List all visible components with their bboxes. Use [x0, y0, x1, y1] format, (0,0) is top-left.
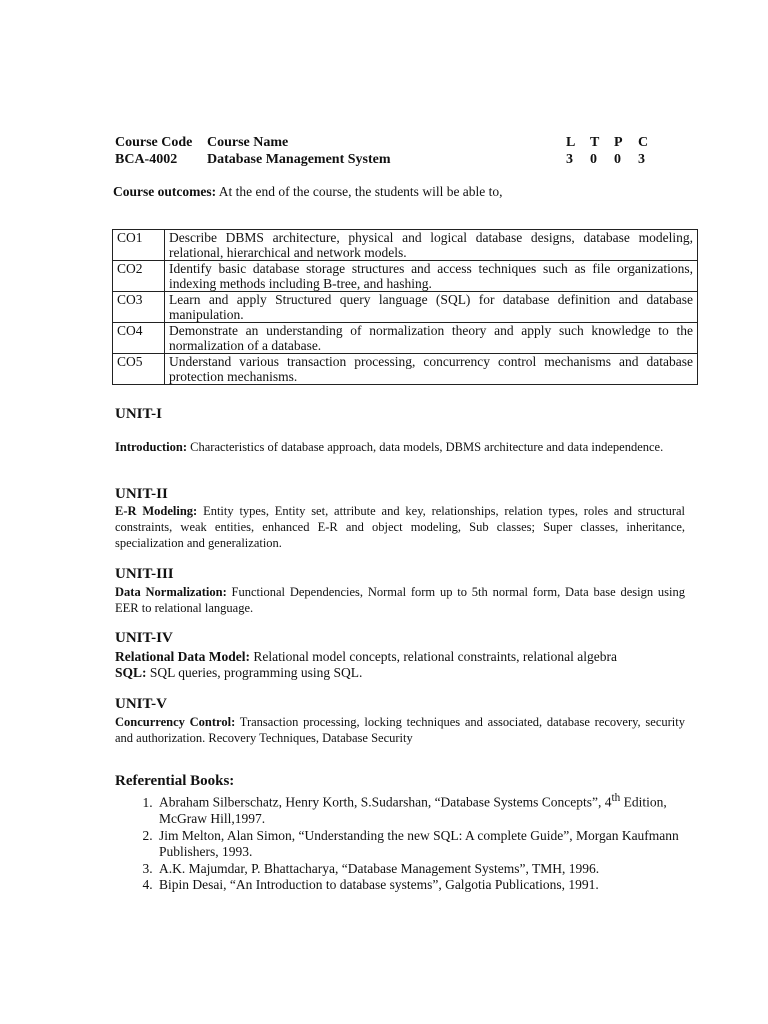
- book-text: Jim Melton, Alan Simon, “Understanding the new SQL: A complete Guide”, Morgan Kaufmann Publishers, 1993.: [159, 827, 679, 859]
- unit-topic-text: Functional Dependencies, Normal form up to 5th normal form, Data base design using EER to relational language.: [115, 585, 686, 615]
- unit-topic-label: Data Normalization:: [115, 585, 227, 599]
- co-description: Understand various transaction processing, concurrency control mechanisms and database protection mechanisms.: [165, 354, 698, 385]
- unit-body: [115, 584, 685, 616]
- unit-body-row: [115, 649, 685, 665]
- course-outcomes-text: At the end of the course, the students will be able to,: [216, 184, 503, 199]
- unit-topic-label: Introduction:: [115, 440, 188, 454]
- course-name: Database Management System: [207, 152, 391, 167]
- unit-topic-text: Transaction processing, locking techniques and associated, database recovery, security and authorization. Recovery Techniques, Database Security: [115, 715, 686, 745]
- list-item: [156, 828, 716, 861]
- unit-topic-label: E-R Modeling:: [115, 504, 198, 518]
- book-superscript: th: [611, 792, 621, 804]
- course-outcomes-intro: [113, 184, 503, 200]
- co-description: Describe DBMS architecture, physical and logical database designs, database modeling, relational, hierarchical and network models.: [165, 230, 698, 261]
- book-text: A.K. Majumdar, P. Bhattacharya, “Database Management Systems”, TMH, 1996.: [159, 860, 600, 876]
- table-row: [113, 354, 698, 385]
- course-outcomes-label: Course outcomes:: [113, 184, 217, 199]
- ltpc-values: [566, 151, 662, 168]
- ltpc-value-l: 3: [566, 152, 573, 167]
- unit-title: UNIT-IV: [115, 630, 173, 646]
- unit-topic-label: Relational Data Model:: [115, 649, 250, 664]
- co-code: CO2: [113, 261, 165, 292]
- co-code: CO1: [113, 230, 165, 261]
- table-row: [113, 230, 698, 261]
- unit-title: UNIT-II: [115, 486, 168, 502]
- unit-topic-text: Relational model concepts, relational constraints, relational algebra: [249, 649, 617, 664]
- unit-title: UNIT-V: [115, 696, 167, 712]
- course-outcomes-table: [112, 229, 698, 385]
- ltpc-headers: [566, 134, 662, 151]
- co-description: Learn and apply Structured query language (SQL) for database definition and database manipulation.: [165, 292, 698, 323]
- unit-body: [115, 439, 685, 455]
- book-text: Abraham Silberschatz, Henry Korth, S.Sudarshan, “Database Systems Concepts”, 4: [159, 794, 612, 810]
- unit-topic-text: SQL queries, programming using SQL.: [146, 665, 363, 680]
- course-name-header: Course Name: [207, 135, 289, 150]
- unit-topic-label: Concurrency Control:: [115, 715, 236, 729]
- co-code: CO4: [113, 323, 165, 354]
- ltpc-header-c: C: [638, 135, 649, 150]
- unit-topic-text: Characteristics of database approach, data models, DBMS architecture and data independence.: [187, 440, 664, 454]
- ltpc-value-t: 0: [590, 152, 597, 167]
- book-text: Bipin Desai, “An Introduction to database systems”, Galgotia Publications, 1991.: [159, 877, 599, 892]
- co-code: CO5: [113, 354, 165, 385]
- book-text-after: Edition, McGraw Hill,1997.: [159, 794, 667, 826]
- books-title: Referential Books:: [115, 773, 235, 789]
- course-code: BCA-4002: [115, 152, 178, 167]
- unit-body: [115, 714, 685, 746]
- table-row: [113, 261, 698, 292]
- unit-body-row: [115, 665, 685, 681]
- list-item: [156, 790, 716, 828]
- co-description: Identify basic database storage structures and access techniques such as file organizations, indexing methods including B-tree, and hashing.: [165, 261, 698, 292]
- unit-body: [115, 649, 685, 681]
- unit-body: [115, 503, 685, 551]
- unit-title: UNIT-III: [115, 566, 174, 582]
- ltpc-value-c: 3: [638, 152, 645, 167]
- ltpc-header-t: T: [590, 135, 600, 150]
- list-item: [156, 861, 716, 878]
- unit-topic-label: SQL:: [115, 665, 147, 680]
- books-list: [115, 790, 716, 894]
- list-item: [156, 877, 716, 894]
- ltpc-value-p: 0: [614, 152, 621, 167]
- table-row: [113, 323, 698, 354]
- ltpc-header-p: P: [614, 135, 623, 150]
- table-row: [113, 292, 698, 323]
- co-code: CO3: [113, 292, 165, 323]
- unit-title: UNIT-I: [115, 406, 162, 422]
- course-code-header: Course Code: [115, 135, 193, 150]
- co-description: Demonstrate an understanding of normalization theory and apply such knowledge to the normalization of a database.: [165, 323, 698, 354]
- ltpc-header-l: L: [566, 135, 576, 150]
- unit-topic-text: Entity types, Entity set, attribute and key, relationships, relation types, roles and structural constraints, weak entities, enhanced E-R and object modeling, Sub classes; Super classes, inheritance, specialization and generalization.: [115, 504, 686, 550]
